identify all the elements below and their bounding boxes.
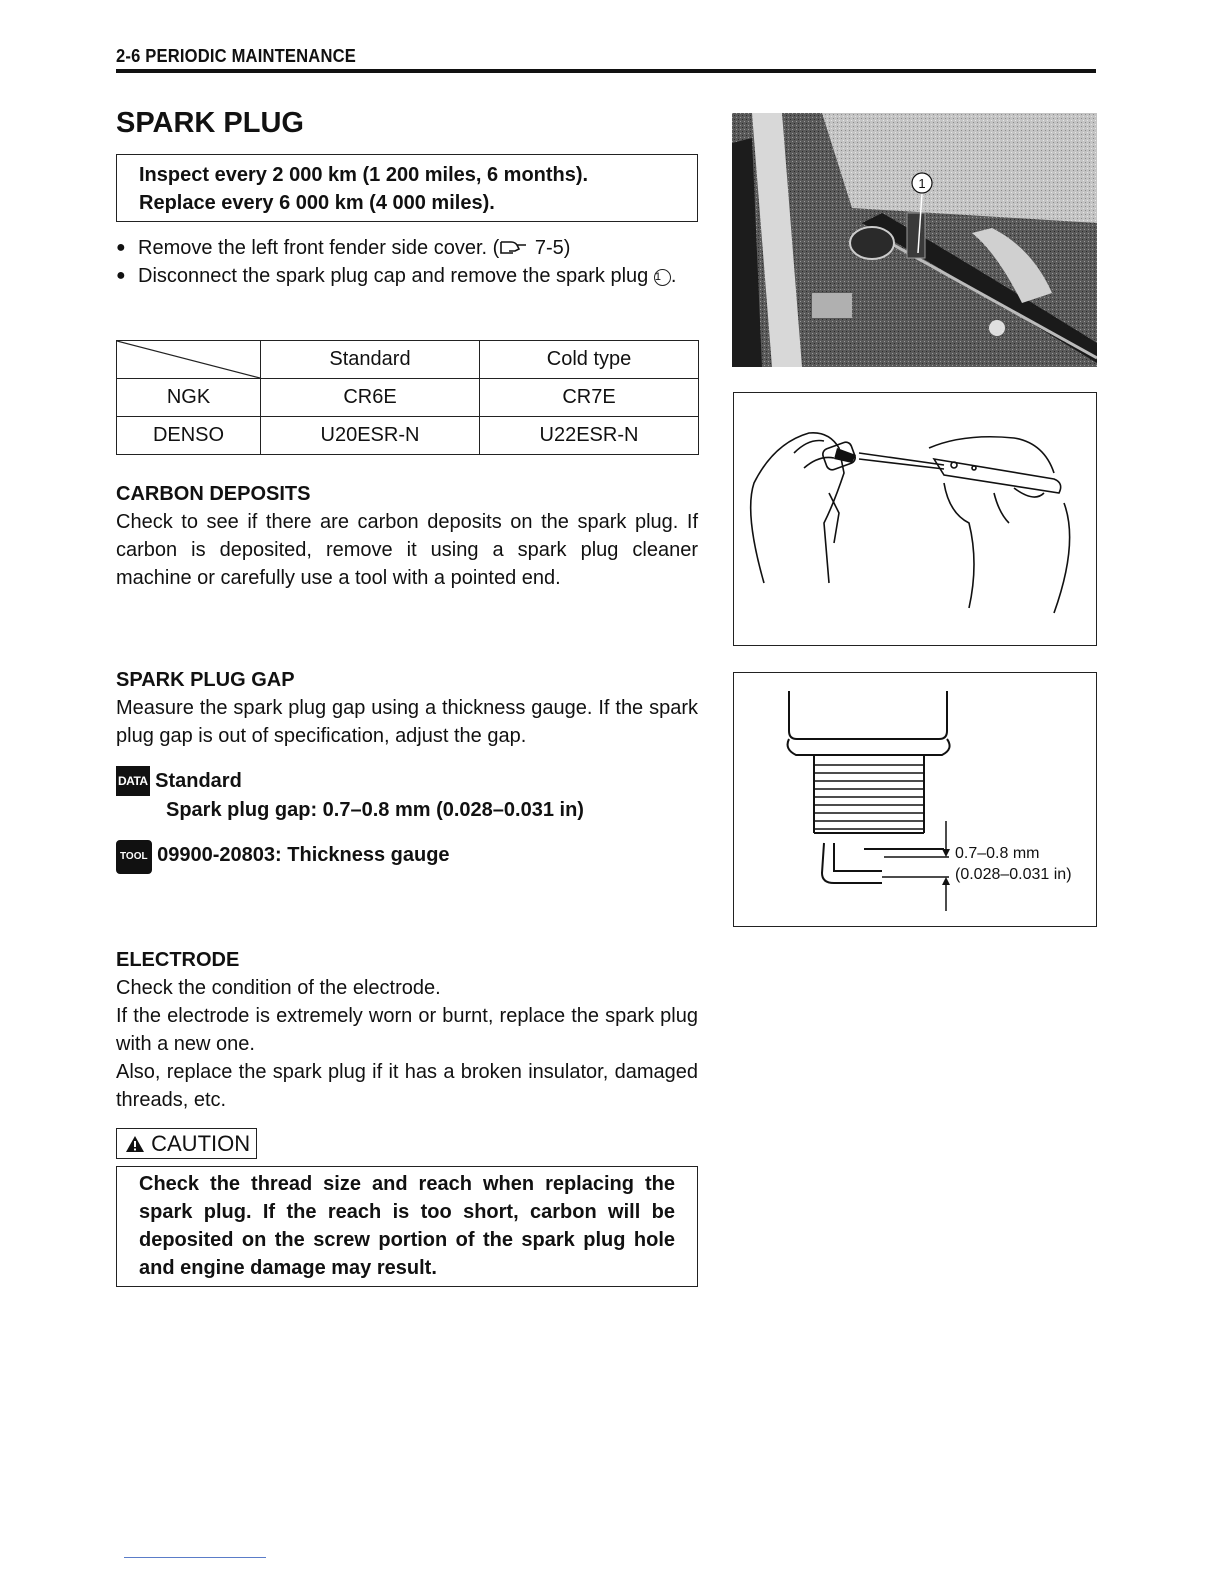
gap-heading: SPARK PLUG GAP [116,669,295,691]
page-header: 2-6 PERIODIC MAINTENANCE [116,46,356,66]
bullet-ref: 7-5) [534,237,571,259]
table-header-cold: Cold type [480,341,699,379]
electrode-text-1: Check the condition of the electrode. [116,977,441,999]
ref-number-marker: 1 [654,269,671,286]
carbon-heading: CARBON DEPOSITS [116,483,311,505]
bullet-text: Remove the left front fender side cover. ( [138,237,500,259]
gap-text: Measure the spark plug gap using a thickness gauge. If the spark plug gap is out of specification, adjust the gap. [116,697,698,747]
cleaning-illustration [733,392,1097,646]
gap-mm-label: 0.7–0.8 mm [955,845,1040,862]
gap-spec: Spark plug gap: 0.7–0.8 mm (0.028–0.031 in) [166,799,584,821]
list-item: ● Disconnect the spark plug cap and remove the spark plug 1 . [116,262,698,290]
caution-box: Check the thread size and reach when replacing the spark plug. If the reach is too short, carbon will be deposited on the screw portion of the spark plug hole and engine damage may result. [116,1166,698,1287]
diagonal-line [117,341,260,378]
electrode-section [116,946,698,1114]
standard-label: Standard [155,770,242,792]
table-cell: DENSO [117,417,261,455]
electrode-heading: ELECTRODE [116,949,240,971]
svg-text:1: 1 [918,176,926,191]
table-cell: U22ESR-N [480,417,699,455]
bullet-icon: ● [116,239,126,256]
table-cell: NGK [117,379,261,417]
page-title: SPARK PLUG [116,107,304,139]
spark-plug-table [116,340,699,455]
caution-label: CAUTION [116,1128,257,1159]
table-header-standard: Standard [261,341,480,379]
gap-in-label: (0.028–0.031 in) [955,866,1072,883]
bullet-text: Disconnect the spark plug cap and remove the spark plug [138,265,654,287]
gap-diagram [733,672,1097,927]
bullet-icon: ● [116,267,126,284]
data-icon: DATA [116,766,150,796]
electrode-text-2: If the electrode is extremely worn or burnt, replace the spark plug with a new one. [116,1005,698,1055]
table-cell: CR7E [480,379,699,417]
engine-photo [732,113,1097,367]
warning-triangle-icon [125,1135,145,1153]
footer-rule [124,1557,266,1558]
tool-spec: 09900-20803: Thickness gauge [157,844,450,866]
gap-section [116,666,698,874]
table-cell: U20ESR-N [261,417,480,455]
table-corner-cell [117,341,261,379]
header-rule [116,69,1096,73]
table-cell: CR6E [261,379,480,417]
bullet-list [116,234,698,290]
interval-box [116,154,698,222]
tool-icon: TOOL [116,840,152,874]
list-item [116,234,698,262]
carbon-text: Check to see if there are carbon deposits on the spark plug. If carbon is deposited, remove it using a spark plug cleaner machine or carefully use a tool with a pointed end. [116,511,698,589]
reference-hand-icon [499,239,529,255]
replace-interval: Replace every 6 000 km (4 000 miles). [139,192,495,214]
electrode-text-3: Also, replace the spark plug if it has a broken insulator, damaged threads, etc. [116,1061,698,1111]
inspect-interval: Inspect every 2 000 km (1 200 miles, 6 months). [139,164,589,186]
table-row [117,379,699,417]
table-header-row [117,341,699,379]
table-row [117,417,699,455]
carbon-section [116,480,698,592]
